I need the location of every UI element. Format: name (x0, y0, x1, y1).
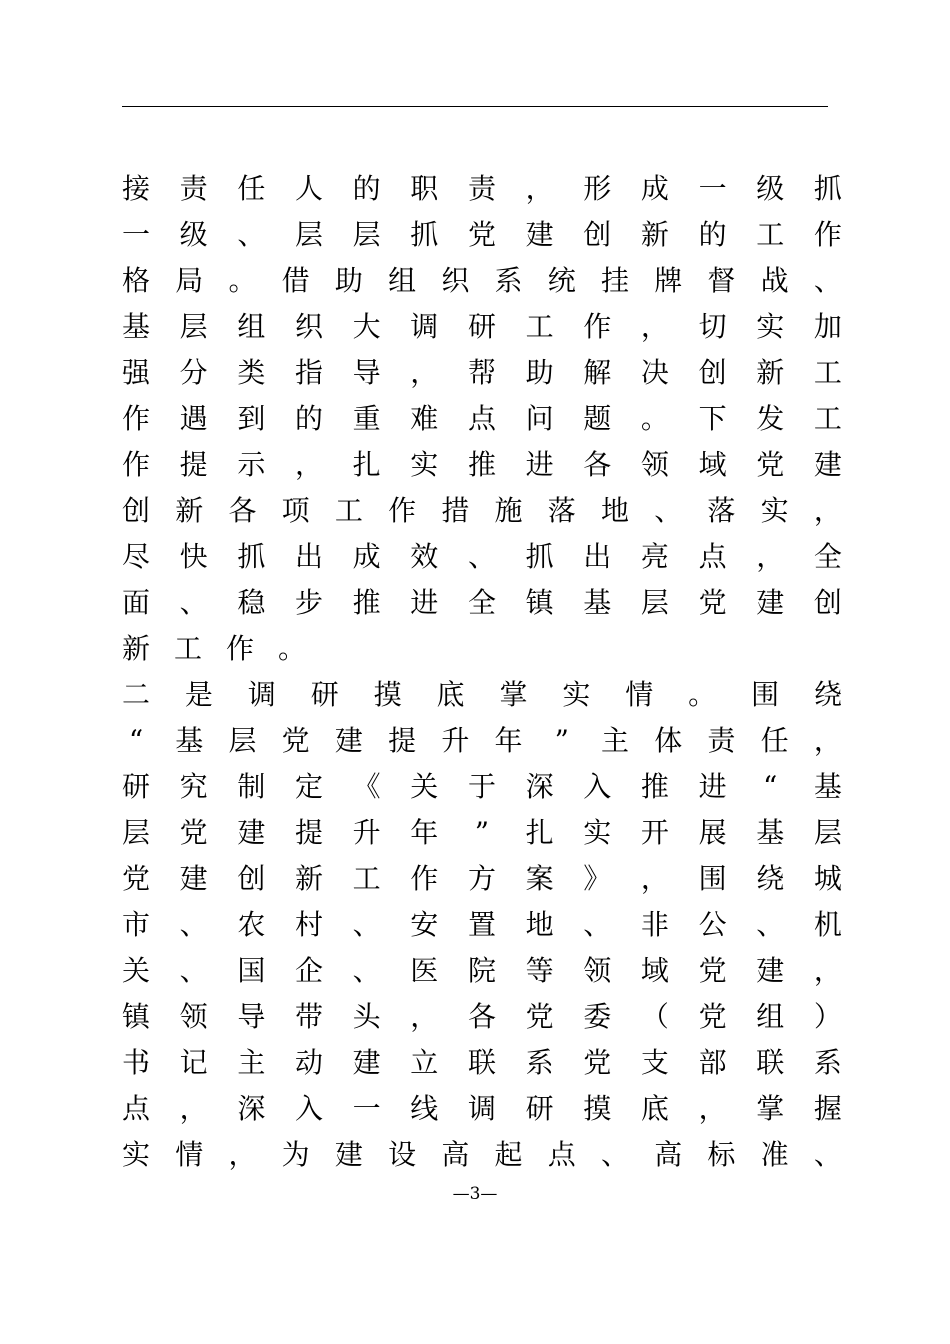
text-line: 镇 领 导 带 头 ， 各 党 委 （ 党 组 ） (122, 1000, 842, 1033)
text-line: 新 工 作 。 (122, 632, 307, 665)
header-rule (122, 106, 828, 107)
text-line: 层 党 建 提 升 年 ” 扎 实 开 展 基 层 (122, 816, 842, 849)
text-line: 作 提 示 ， 扎 实 推 进 各 领 域 党 建 (122, 448, 842, 481)
text-line: 基 层 组 织 大 调 研 工 作 ， 切 实 加 (122, 310, 842, 343)
text-line: 强 分 类 指 导 ， 帮 助 解 决 创 新 工 (122, 356, 842, 389)
text-line: 格 局 。 借 助 组 织 系 统 挂 牌 督 战 、 (122, 264, 842, 297)
text-line: 实 情 ， 为 建 设 高 起 点 、 高 标 准 、 (122, 1138, 842, 1171)
page-number: —3— (452, 1184, 498, 1204)
text-line: 关 、 国 企 、 医 院 等 领 域 党 建 ， (122, 954, 842, 987)
text-line: 书 记 主 动 建 立 联 系 党 支 部 联 系 (122, 1046, 842, 1079)
text-line: 尽 快 抓 出 成 效 、 抓 出 亮 点 ， 全 (122, 540, 842, 573)
text-line: 创 新 各 项 工 作 措 施 落 地 、 落 实 ， (122, 494, 842, 527)
text-line: 党 建 创 新 工 作 方 案 》 ， 围 绕 城 (122, 862, 842, 895)
text-line: 作 遇 到 的 重 难 点 问 题 。 下 发 工 (122, 402, 842, 435)
text-line: 研 究 制 定 《 关 于 深 入 推 进 “ 基 (122, 770, 842, 803)
text-line: 二 是 调 研 摸 底 掌 实 情 。 围 绕 (122, 678, 842, 711)
body-text (122, 166, 842, 1178)
text-line: 点 ， 深 入 一 线 调 研 摸 底 ， 掌 握 (122, 1092, 842, 1125)
text-line: 面 、 稳 步 推 进 全 镇 基 层 党 建 创 (122, 586, 842, 619)
text-line: 一 级 、 层 层 抓 党 建 创 新 的 工 作 (122, 218, 842, 251)
text-line: “ 基 层 党 建 提 升 年 ” 主 体 责 任 ， (128, 724, 842, 757)
text-line: 市 、 农 村 、 安 置 地 、 非 公 、 机 (122, 908, 842, 941)
text-line: 接 责 任 人 的 职 责 ， 形 成 一 级 抓 (122, 172, 842, 205)
